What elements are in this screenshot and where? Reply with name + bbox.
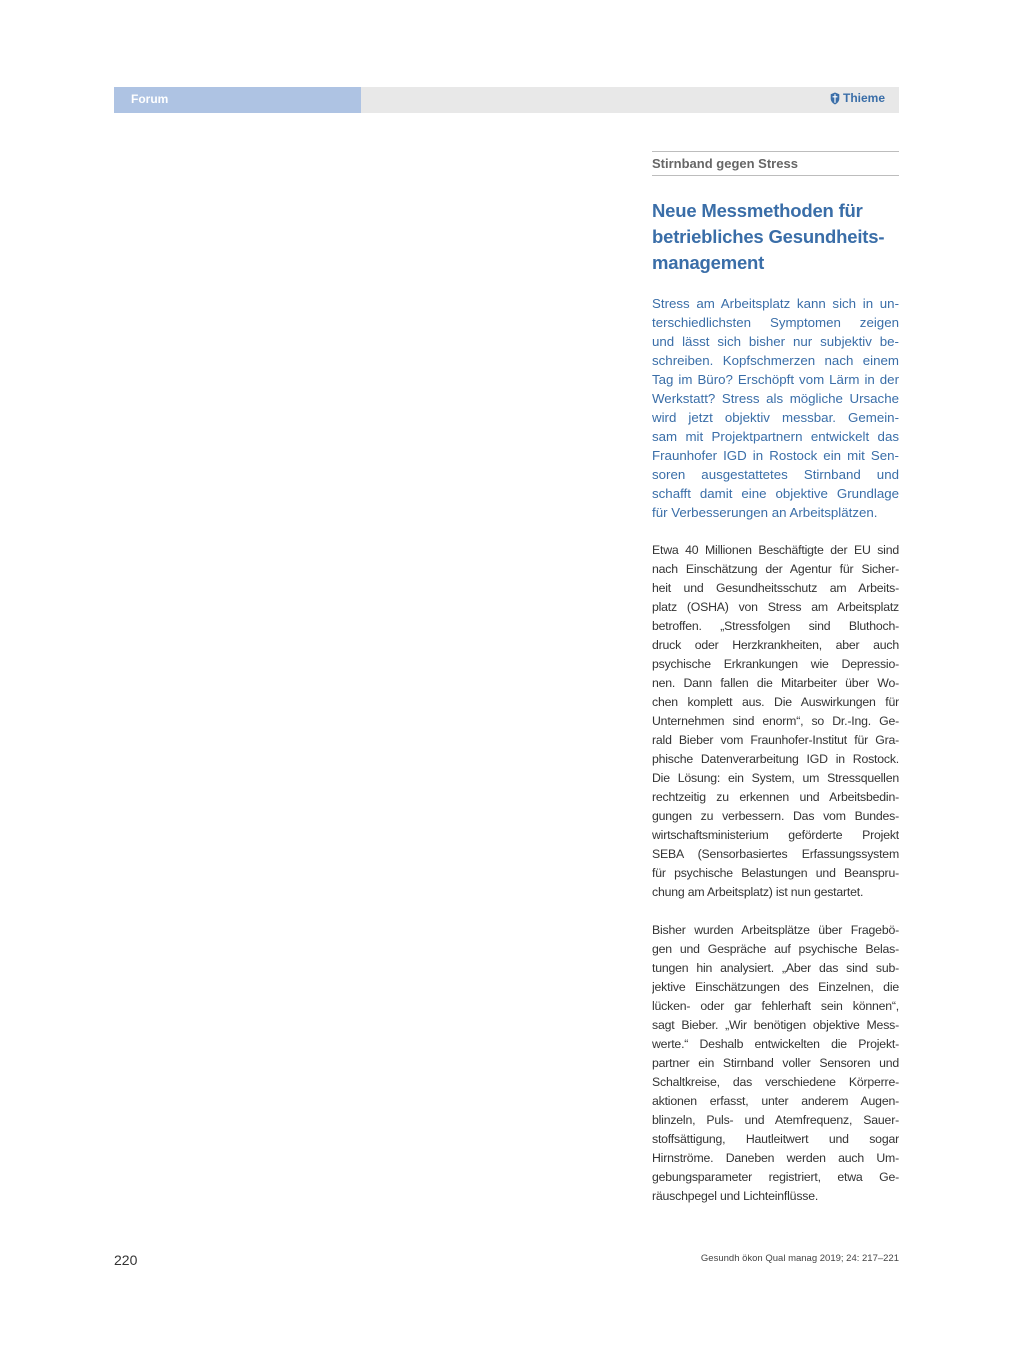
publisher-name: Thieme (842, 91, 885, 105)
body-line: Unternehmen sind enorm“, so Dr.-Ing. Ge- (652, 714, 899, 728)
lead-line: sam mit Projektpartnern entwickelt das (652, 429, 899, 444)
section-label-box (114, 87, 361, 113)
lead-line: schreiben. Kopfschmerzen nach einem (652, 353, 899, 368)
body-line: gen und Gespräche auf psychische Belas- (652, 942, 899, 956)
body-line: werte.“ Deshalb entwickelten die Projekt- (652, 1037, 899, 1051)
thieme-logo-icon (830, 92, 840, 105)
body-line: sagt Bieber. „Wir benötigen objektive Mess- (652, 1018, 899, 1032)
body-line: räuschpegel und Lichteinflüsse. (652, 1189, 819, 1203)
body-line: betroffen. „Stressfolgen sind Bluthoch- (652, 619, 899, 633)
body-line: nach Einschätzung der Agentur für Sicher- (652, 562, 899, 576)
lead-line: Tag im Büro? Erschöpft vom Lärm in der (652, 372, 899, 387)
body-line: rechtzeitig zu erkennen und Arbeitsbedin- (652, 790, 899, 804)
body-line: SEBA (Sensorbasiertes Erfassungssystem (652, 847, 899, 861)
lead-line: und lässt sich bisher nur subjektiv be- (652, 334, 899, 349)
body-line: aktionen erfasst, unter anderem Augen- (652, 1094, 899, 1108)
headline-line: betriebliches Gesundheits- (652, 226, 885, 247)
body-line: tungen hin analysiert. „Aber das sind sub- (652, 961, 899, 975)
journal-citation: Gesundh ökon Qual manag 2019; 24: 217–221 (700, 1253, 899, 1264)
body-line: psychische Erkrankungen wie Depressio- (652, 657, 899, 671)
body-line: stoffsättigung, Hautleitwert und sogar (652, 1132, 899, 1146)
lead-line: Werkstatt? Stress als mögliche Ursache (652, 391, 899, 406)
body-line: platz (OSHA) von Stress am Arbeitsplatz (652, 600, 899, 614)
body-line: Hirnströme. Daneben werden auch Um- (652, 1151, 899, 1165)
body-paragraph (652, 541, 899, 902)
body-line: Die Lösung: ein System, um Stressquellen (652, 771, 899, 785)
body-line: heit und Gesundheitsschutz am Arbeits- (652, 581, 899, 595)
body-line: partner ein Stirnband voller Sensoren und (652, 1056, 899, 1070)
running-header (114, 87, 899, 113)
body-line: Etwa 40 Millionen Beschäftigte der EU sind (652, 543, 899, 557)
body-line: chung am Arbeitsplatz) ist nun gestartet. (652, 885, 864, 899)
body-line: Schaltkreise, das verschiedene Körperre- (652, 1075, 899, 1089)
lead-line: für Verbesserungen an Arbeitsplätzen. (652, 505, 878, 520)
article-column (652, 151, 899, 1206)
lead-line: soren ausgestattetes Stirnband und (652, 467, 899, 482)
body-line: chen komplett aus. Die Auswirkungen für (652, 695, 899, 709)
lead-line: terschiedlichsten Symptomen zeigen (652, 315, 899, 330)
headline-line: management (652, 252, 765, 273)
body-line: druck oder Herzkrankheiten, aber auch (652, 638, 899, 652)
body-line: wirtschaftsministerium geförderte Projekt (652, 828, 899, 842)
lead-line: schafft damit eine objektive Grundlage (652, 486, 899, 501)
headline-line: Neue Messmethoden für (652, 200, 863, 221)
article-lead (652, 294, 899, 522)
body-line: Bisher wurden Arbeitsplätze über Fragebö- (652, 923, 899, 937)
body-line: lücken- oder gar fehlerhaft sein können“, (652, 999, 899, 1013)
body-line: gungen zu verbessern. Das vom Bundes- (652, 809, 899, 823)
section-label: Forum (131, 92, 169, 106)
body-line: rald Bieber vom Fraunhofer-Institut für Gra- (652, 733, 899, 747)
body-line: gebungsparameter registriert, etwa Ge- (652, 1170, 899, 1184)
lead-line: Stress am Arbeitsplatz kann sich in un- (652, 296, 899, 311)
body-line: blinzeln, Puls- und Atemfrequenz, Sauer- (652, 1113, 899, 1127)
page-number: 220 (114, 1252, 138, 1268)
body-line: für psychische Belastungen und Beanspru- (652, 866, 899, 880)
body-line: phische Datenverarbeitung IGD in Rostock. (652, 752, 899, 766)
article-headline (652, 198, 899, 276)
lead-line: wird jetzt objektiv messbar. Gemein- (652, 410, 899, 425)
publisher-brand (830, 91, 885, 105)
body-line: nen. Dann fallen die Mitarbeiter über Wo- (652, 676, 899, 690)
lead-line: Fraunhofer IGD in Rostock ein mit Sen- (652, 448, 899, 463)
article-rubric: Stirnband gegen Stress (652, 151, 899, 176)
body-line: jektive Einschätzungen des Einzelnen, die (652, 980, 899, 994)
body-paragraph (652, 921, 899, 1206)
